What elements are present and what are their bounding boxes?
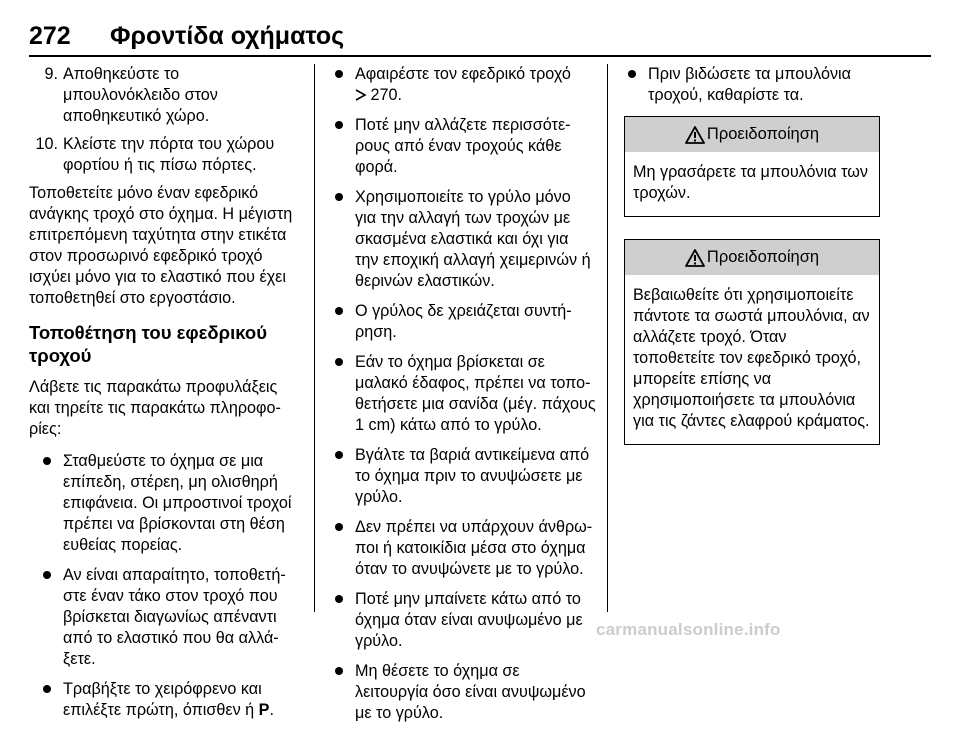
list-item-end: . xyxy=(269,701,274,719)
page-ref-icon xyxy=(355,89,366,101)
warning-triangle-icon xyxy=(685,249,705,267)
list-item-text: Σταθμεύστε το όχημα σε μια επίπεδη, στέρεη, μη ολισθηρή επιφάνεια. Οι μπροστινοί τροχοί πρέπει να βρίσκονται στη θέση ευθείας πορείας. xyxy=(63,452,292,554)
list-item xyxy=(331,64,596,106)
section-title: Τοποθέτηση του εφεδρικού τροχού xyxy=(29,322,267,366)
warning-triangle-icon xyxy=(685,126,705,144)
page-reference-link[interactable] xyxy=(355,86,402,104)
column-3 xyxy=(624,64,880,445)
step-number: 9. xyxy=(44,65,58,83)
warning-box xyxy=(624,116,880,217)
list-item xyxy=(331,517,596,580)
list-item-text: Ποτέ μην αλλάζετε περισσότε-ρους από έναν τροχούς κάθε φορά. xyxy=(355,116,571,176)
list-item xyxy=(331,589,596,652)
warning-title: Προειδοποίηση xyxy=(706,248,820,266)
column-divider-1 xyxy=(314,64,315,612)
page-header xyxy=(0,22,960,52)
bullet-icon xyxy=(335,523,343,531)
list-item xyxy=(331,187,596,292)
page-ref-number: 270. xyxy=(370,86,403,104)
bullet-icon xyxy=(43,571,51,579)
list-item-text: Αν είναι απαραίτητο, τοποθετή-στε έναν τάκο στον τροχό που βρίσκεται διαγωνίως απέναντι από το ελαστικό που θα αλλά-ξετε. xyxy=(63,566,286,668)
bullet-icon xyxy=(335,358,343,366)
bullet-icon xyxy=(335,307,343,315)
list-item-text: Τραβήξτε το χειρόφρενο και επιλέξτε πρώτη, όπισθεν ή xyxy=(63,680,262,719)
column-1 xyxy=(29,64,299,730)
warning-text: Βεβαιωθείτε ότι χρησιμοποιείτε πάντοτε τα σωστά μπουλόνια, αν αλλάζετε τροχό. Όταν τοποθετείτε τον εφεδρικό τροχό, μπορείτε επίσης να χρησιμοποιήσετε τα μπουλόνια για τις ζάντες ελαφρού κράματος. xyxy=(633,286,870,430)
list-item xyxy=(39,451,299,556)
list-item-text: Εάν το όχημα βρίσκεται σε μαλακό έδαφος, πρέπει να τοπο-θετήσετε μια σανίδα (μέγ. πάχους 1 cm) κάτω από το γρύλο. xyxy=(355,353,596,434)
step-text: Αποθηκεύστε το μπουλονόκλειδο στον αποθηκευτικό χώρο. xyxy=(63,65,218,125)
list-item-text: Μη θέσετε το όχημα σε λειτουργία όσο είναι ανυψωμένο με το γρύλο. xyxy=(355,662,586,722)
list-item xyxy=(331,445,596,508)
bullet-icon xyxy=(43,457,51,465)
bullet-icon xyxy=(335,193,343,201)
warning-header xyxy=(625,117,879,152)
bullet-icon xyxy=(628,70,636,78)
step-item xyxy=(29,134,299,176)
paragraph: Τοποθετείτε μόνο έναν εφεδρικό ανάγκης τροχό στο όχημα. Η μέγιστη επιτρεπόμενη ταχύτητα στην ετικέτα στον προσωρινό εφεδρικό τροχό ισχύει μόνο για το ελαστικό που έχει τοποθετηθεί στο εργοστάσιο. xyxy=(29,184,293,307)
list-item-text: Δεν πρέπει να υπάρχουν άνθρω-ποι ή κατοικίδια μέσα στο όχημα όταν το ανυψώνετε με το γρύλο. xyxy=(355,518,593,578)
list-item xyxy=(39,565,299,670)
warning-title: Προειδοποίηση xyxy=(706,125,820,143)
gear-p-label: P xyxy=(258,701,270,719)
list-item-text: Χρησιμοποιείτε το γρύλο μόνο για την αλλαγή των τροχών με σκασμένα ελαστικά και όχι για την εποχική αλλαγή χειμερινών ή θερινών ελαστικών. xyxy=(355,188,591,290)
warning-box xyxy=(624,239,880,445)
page-number: 272 xyxy=(29,22,71,50)
bullet-icon xyxy=(335,451,343,459)
bullet-icon xyxy=(335,70,343,78)
step-text: Κλείστε την πόρτα του χώρου φορτίου ή τις πίσω πόρτες. xyxy=(63,135,275,174)
warning-text: Μη γρασάρετε τα μπουλόνια των τροχών. xyxy=(633,163,868,202)
list-item xyxy=(331,301,596,343)
list-item-text: Ποτέ μην μπαίνετε κάτω από το όχημα όταν είναι ανυψωμένο με γρύλο. xyxy=(355,590,583,650)
intro-paragraph: Λάβετε τις παρακάτω προφυλάξεις και τηρείτε τις παρακάτω πληροφο-ρίες: xyxy=(29,378,281,438)
list-item-text: Ο γρύλος δε χρειάζεται συντή-ρηση. xyxy=(355,302,572,341)
bullet-list xyxy=(624,64,880,106)
list-item xyxy=(331,115,596,178)
list-item-text: Βγάλτε τα βαριά αντικείμενα από το όχημα πριν το ανυψώσετε με γρύλο. xyxy=(355,446,590,506)
list-item xyxy=(331,661,596,724)
bullet-icon xyxy=(43,685,51,693)
column-2 xyxy=(331,64,596,733)
list-item xyxy=(624,64,880,106)
watermark: carmanualsonline.info xyxy=(596,620,781,639)
step-item xyxy=(29,64,299,127)
warning-header xyxy=(625,240,879,275)
page-title: Φροντίδα οχήματος xyxy=(110,22,345,50)
column-divider-2 xyxy=(607,64,608,612)
header-rule xyxy=(29,55,931,57)
bullet-icon xyxy=(335,595,343,603)
bullet-list xyxy=(331,64,596,724)
list-item xyxy=(39,679,299,721)
list-item-text: Πριν βιδώσετε τα μπουλόνια τροχού, καθαρίστε τα. xyxy=(648,65,851,104)
list-item-text: Αφαιρέστε τον εφεδρικό τροχό xyxy=(355,65,571,83)
list-item xyxy=(331,352,596,436)
bullet-list xyxy=(29,451,299,721)
bullet-icon xyxy=(335,121,343,129)
step-number: 10. xyxy=(35,135,58,153)
bullet-icon xyxy=(335,667,343,675)
